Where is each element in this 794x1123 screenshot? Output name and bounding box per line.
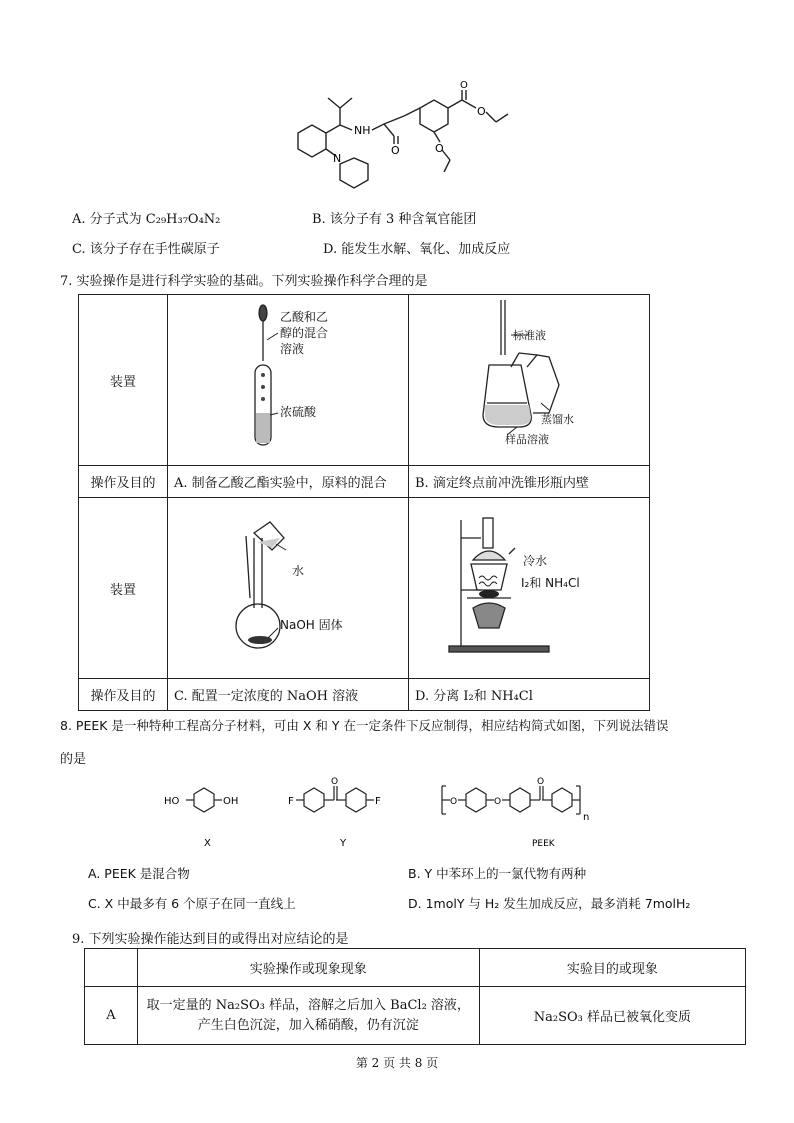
label-acid-alcohol-1: 乙酸和乙 (280, 310, 329, 324)
label-distilled-water: 蒸馏水 (541, 413, 574, 426)
ether-o-label: O (435, 142, 444, 155)
y-label: Y (340, 838, 347, 849)
y-f-left-label: F (288, 796, 294, 807)
q8-option-c: C. X 中最多有 6 个原子在同一直线上 (88, 896, 296, 911)
q9-header-goal: 实验目的或现象 (479, 949, 745, 987)
label-i2-nh4cl: I₂和 NH₄Cl (521, 576, 580, 590)
q7-op-label-2: 操作及目的 (79, 679, 168, 711)
label-acid-alcohol-3: 溶液 (280, 342, 305, 356)
q9-row-a-label: A (85, 987, 138, 1045)
q7-op-c: C. 配置一定浓度的 NaOH 溶液 (168, 679, 409, 711)
x-ho-label: HO (164, 796, 180, 807)
x-label: X (204, 838, 211, 849)
q8-option-b: B. Y 中苯环上的一氯代物有两种 (408, 866, 587, 881)
q8-option-a: A. PEEK 是混合物 (88, 866, 190, 881)
peek-o1-label: O (450, 797, 458, 807)
peek-label: PEEK (532, 839, 555, 849)
q7-device-label-1: 装置 (79, 295, 168, 466)
label-acid-alcohol-2: 醇的混合 (280, 326, 329, 340)
q7-device-c (168, 498, 409, 679)
q7-stem: 7. 实验操作是进行科学实验的基础。下列实验操作科学合理的是 (60, 274, 428, 289)
volumetric-flask-diagram (168, 498, 408, 674)
amide-o-label: O (391, 144, 400, 157)
y-o-label: O (331, 777, 339, 787)
q7-op-a: A. 制备乙酸乙酯实验中，原料的混合 (168, 466, 409, 498)
q7-device-a (168, 295, 409, 466)
q9-row-a-op (137, 987, 479, 1045)
label-cold-water: 冷水 (523, 554, 548, 568)
q8-structures (160, 774, 640, 850)
amine-nh-label: NH (354, 124, 371, 137)
q9-table (84, 948, 746, 1045)
q6-option-d: D. 能发生水解、氧化、加成反应 (323, 242, 511, 257)
q7-table (78, 294, 650, 711)
y-f-right-label: F (375, 796, 381, 807)
q9-row-a-op-line2: 产生白色沉淀，加入稀硝酸，仍有沉淀 (197, 1017, 419, 1033)
label-conc-sulfuric: 浓硫酸 (280, 405, 317, 419)
q7-op-label-1: 操作及目的 (79, 466, 168, 498)
q8-stem-line1: 8. PEEK 是一种特种工程高分子材料，可由 X 和 Y 在一定条件下反应制得，相应结构简式如图，下列说法错误 (60, 718, 669, 733)
label-naoh-solid: NaOH 固体 (280, 618, 343, 632)
ester-o-label: O (460, 80, 468, 91)
q9-row-a-op-line1: 取一定量的 Na₂SO₃ 样品，溶解之后加入 BaCl₂ 溶液， (146, 997, 470, 1013)
x-oh-label: OH (223, 796, 239, 807)
q9-stem: 9. 下列实验操作能达到目的或得出对应结论的是 (72, 932, 349, 947)
q9-header-blank (85, 949, 138, 987)
q8-option-d: D. 1molY 与 H₂ 发生加成反应，最多消耗 7molH₂ (408, 896, 691, 911)
peek-o3-label: O (537, 777, 545, 787)
q7-op-b: B. 滴定终点前冲洗锥形瓶内壁 (409, 466, 650, 498)
q9-header-op: 实验操作或现象现象 (137, 949, 479, 987)
ester-o2-label: O (477, 105, 486, 118)
peek-o2-label: O (494, 797, 502, 807)
label-sample-solution: 样品溶液 (505, 433, 549, 446)
q8-stem-line2: 的是 (60, 752, 87, 767)
q9-row-a-goal: Na₂SO₃ 样品已被氧化变质 (479, 987, 745, 1045)
q6-option-b: B. 该分子有 3 种含氧官能团 (312, 212, 477, 227)
q6-molecule-structure (280, 80, 530, 198)
label-water: 水 (292, 564, 305, 578)
piperidine-n-label: N (333, 152, 342, 165)
q6-option-a: A. 分子式为 C₂₉H₃₇O₄N₂ (72, 212, 221, 227)
q6-option-c: C. 该分子存在手性碳原子 (72, 242, 220, 257)
q7-device-label-2: 装置 (79, 498, 168, 679)
label-standard-solution: 标准液 (513, 329, 546, 342)
page-footer: 第 2 页 共 8 页 (355, 1056, 439, 1070)
peek-n-label: n (583, 812, 590, 823)
q7-device-d (409, 498, 650, 679)
q7-device-b (409, 295, 650, 466)
q7-op-d: D. 分离 I₂和 NH₄Cl (409, 679, 650, 711)
